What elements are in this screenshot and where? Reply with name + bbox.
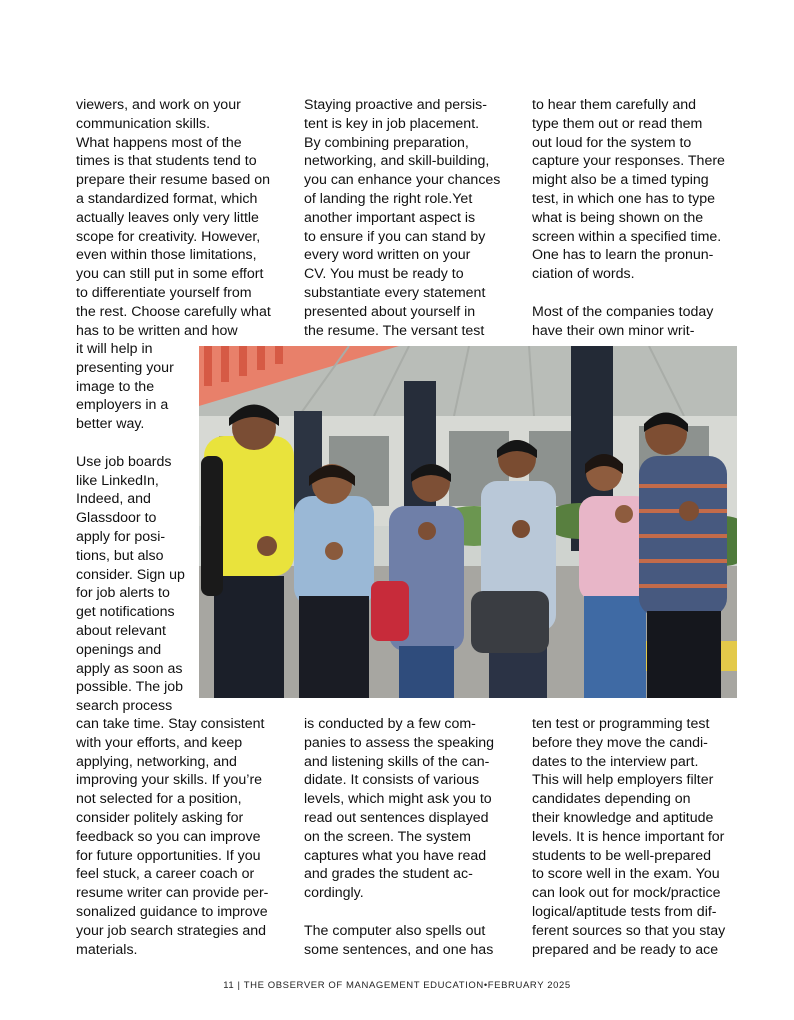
column-3-bottom-line: dates to the interview part. [532,753,699,770]
column-3-bottom-line: students to be well-prepared [532,847,712,864]
column-1-bottom-line: not selected for a position, [76,791,242,808]
column-3-top-line: screen within a specified time. [532,228,722,245]
column-1-bottom-line: your job search strategies and [76,922,267,939]
column-1-top-line: you can still put in some effort [76,266,264,283]
column-1-wrap-line: about relevant [76,623,166,639]
column-3-bottom-line: levels. It is hence important for [532,828,725,845]
column-1-bottom-line: feedback so you can improve [76,828,261,845]
column-1-top-line: to differentiate yourself from [76,285,252,301]
column-1-wrap-line: search process [76,698,173,715]
column-1-bottom-line: feel stuck, a career coach or [76,866,255,883]
column-2-top-line: to ensure if you can stand by [304,228,486,245]
column-1-wrap-line: like LinkedIn, [76,472,159,489]
page-number: 11 [223,980,235,991]
column-1-top-line: actually leaves only very little [76,209,259,226]
footer-bullet: • [483,980,488,991]
column-1-wrap-line: openings and [76,641,162,658]
column-3-bottom-line: before they move the candi- [532,734,708,751]
column-3-bottom-line: ten test or programming test [532,716,710,732]
column-1-wrap-line: image to the [76,378,155,395]
column-1-wrap-line: it will help in [76,341,153,357]
column-2-top-line: CV. You must be ready to [304,266,464,283]
column-1-top-line: has to be written and how [76,322,238,339]
column-3-top-line: out loud for the system to [532,134,692,151]
column-1-bottom-line: improving your skills. If you’re [76,772,263,789]
column-3-top-line: capture your responses. There [532,153,725,170]
column-1-top-line: times is that students tend to [76,153,257,170]
column-1-bottom-line: for future opportunities. If you [76,847,261,864]
column-3-bottom-line: prepared and be ready to ace [532,941,719,958]
column-1-wrap-line: employers in a [76,397,169,414]
column-1-top-line: the rest. Choose carefully what [76,303,271,320]
column-2-bottom-line: cordingly. [304,885,364,902]
column-3-top-line: to hear them carefully and [532,97,697,113]
column-2-top-line: By combining preparation, [304,134,469,151]
column-1-top-line: communication skills. [76,115,211,132]
column-2-top-line: tent is key in job placement. [304,115,480,132]
column-3-bottom-line: candidates depending on [532,791,691,808]
column-1-top-line: scope for creativity. However, [76,228,261,245]
page-footer [0,980,794,991]
column-3-bottom-line: to score well in the exam. You [532,866,720,883]
column-3-bottom-line: This will help employers filter [532,772,714,789]
column-3-top-line: might also be a timed typing [532,172,709,189]
column-1-top-line: a standardized format, which [76,191,258,207]
column-2-top-line: networking, and skill-building, [304,153,490,170]
column-3-top-line: have their own minor writ- [532,322,695,339]
column-1-top-line: What happens most of the [76,134,242,151]
column-1-bottom-line: sonalized guidance to improve [76,904,268,920]
column-2-top-line: the resume. The versant test [304,322,485,339]
column-1-wrap-line: presenting your [76,359,174,376]
column-1-top-line: even within those limitations, [76,247,257,264]
column-2-top-line: you can enhance your chances [304,172,501,189]
publication-name: THE OBSERVER OF MANAGEMENT EDUCATION [243,980,484,991]
column-1-top-line: viewers, and work on your [76,97,241,113]
column-2-bottom-line: captures what you have read [304,847,487,864]
column-1-bottom-line: consider politely asking for [76,810,244,826]
column-1-wrap-line: apply for posi- [76,529,166,545]
column-1-wrap-line: better way. [76,416,145,433]
column-1-bottom-line: applying, networking, and [76,753,237,770]
column-1-wrap-line: possible. The job [76,679,184,696]
column-1-bottom-line: resume writer can provide per- [76,885,269,902]
column-2-top-line: every word written on your [304,247,471,264]
column-1-wrap-line: tions, but also [76,547,164,564]
column-2-top-line: of landing the right role.Yet [304,191,473,207]
column-1-wrap-line: for job alerts to [76,585,170,602]
column-2-bottom-line: The computer also spells out [304,922,486,939]
column-2-bottom-line: some sentences, and one has [304,941,494,958]
column-2-top-line: presented about yourself in [304,303,476,320]
students-group-photo [199,346,737,698]
column-3-bottom-line: logical/aptitude tests from dif- [532,904,717,920]
footer-separator: | [237,980,241,991]
column-3-top-line: Most of the companies today [532,303,714,320]
column-2-bottom-line: didate. It consists of various [304,772,480,789]
column-1-wrap-line: apply as soon as [76,660,183,677]
column-1-wrap-line: consider. Sign up [76,566,185,583]
column-2-bottom-line: and grades the student ac- [304,866,473,883]
column-3-top-line: ciation of words. [532,266,635,283]
issue-date: FEBRUARY 2025 [487,980,571,991]
column-3-top-line: test, in which one has to type [532,191,715,207]
column-2-top-line: substantiate every statement [304,285,486,301]
column-3-bottom-line: ferent sources so that you stay [532,922,726,939]
column-3-bottom-line: can look out for mock/practice [532,885,721,902]
column-3-top-line: what is being shown on the [532,209,704,226]
column-2-bottom-line: panies to assess the speaking [304,734,495,751]
column-2-bottom-line: and listening skills of the can- [304,753,490,770]
column-2-bottom-line: levels, which might ask you to [304,791,492,808]
column-1-wrap-line: Use job boards [76,453,172,470]
column-2-bottom-line: read out sentences displayed [304,810,489,826]
column-1-wrap-line: get notifications [76,604,175,621]
column-3-top-line: One has to learn the pronun- [532,247,714,264]
column-1-top-line: prepare their resume based on [76,172,271,189]
column-1-wrap-line: Glassdoor to [76,510,157,527]
column-2-top-line: another important aspect is [304,209,476,226]
column-1-bottom-line: materials. [76,941,138,958]
column-3-bottom-line: their knowledge and aptitude [532,810,714,826]
column-1-bottom-line: can take time. Stay consistent [76,716,265,732]
column-3-top-line: type them out or read them [532,115,703,132]
column-1-bottom-line: with your efforts, and keep [76,734,243,751]
column-2-bottom-line: is conducted by a few com- [304,716,476,732]
column-2-top-line: Staying proactive and persis- [304,97,487,113]
column-1-wrap-line: Indeed, and [76,491,151,508]
column-2-bottom-line: on the screen. The system [304,828,471,845]
